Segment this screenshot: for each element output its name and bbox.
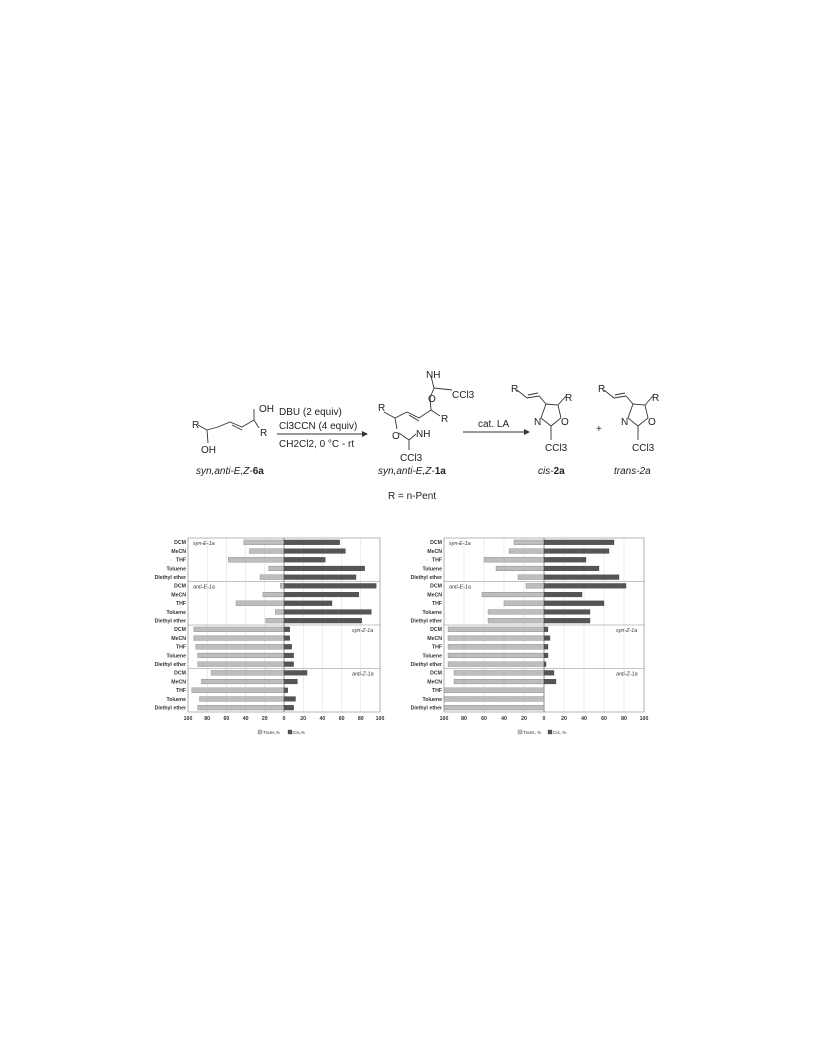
bar-trans	[504, 601, 544, 606]
atom-r: R	[598, 384, 606, 395]
bar-cis	[284, 540, 340, 545]
category-label: DCM	[430, 583, 442, 590]
atom-ccl3: CCl3	[452, 390, 475, 401]
category-label: DCM	[430, 670, 442, 677]
bar-cis	[544, 653, 548, 658]
atom-oh: OH	[201, 445, 216, 456]
category-label: Diethyl ether	[154, 618, 186, 625]
atom-oh: OH	[259, 404, 274, 415]
x-tick-label: 100	[439, 716, 449, 722]
x-tick-label: 0	[542, 716, 546, 722]
bar-trans	[448, 636, 544, 641]
bar-cis	[284, 653, 294, 658]
category-label: THF	[175, 557, 186, 564]
bar-cis	[544, 601, 604, 606]
bar-trans	[448, 644, 544, 649]
atom-r: R	[441, 414, 449, 425]
bar-cis	[544, 636, 550, 641]
cis-product-structure	[511, 384, 572, 454]
bar-trans	[454, 679, 544, 684]
bar-cis	[284, 610, 371, 615]
atom-r: R	[378, 403, 386, 414]
category-label: MeCN	[427, 548, 442, 555]
bar-cis	[544, 583, 626, 588]
legend-label-trans: Trans, %	[523, 730, 542, 735]
bar-cis	[544, 566, 599, 571]
category-label: Toluene	[422, 566, 442, 573]
reaction-scheme	[0, 0, 816, 520]
atom-r: R	[192, 420, 200, 431]
atom-o: O	[561, 417, 569, 428]
category-label: Toluene	[166, 653, 186, 660]
bar-trans	[266, 618, 284, 623]
catalyst-label: cat. LA	[478, 419, 510, 430]
chart-right	[410, 532, 649, 748]
bar-trans	[196, 644, 284, 649]
bar-cis	[544, 627, 548, 632]
x-tick-label: 40	[581, 716, 587, 722]
bar-trans	[194, 627, 284, 632]
category-label: THF	[431, 688, 442, 695]
group-label: anti-E-1a	[193, 584, 215, 591]
chart-left	[154, 532, 385, 748]
category-label: MeCN	[171, 635, 186, 642]
legend-swatch-trans	[258, 730, 262, 734]
category-label: Toluene	[166, 609, 186, 616]
bar-cis	[544, 679, 556, 684]
group-label: syn-E-1a	[193, 541, 215, 547]
category-label: Toluene	[422, 609, 442, 616]
r-group-definition: R = n-Pent	[388, 491, 437, 502]
cis-product-label: cis-2a	[538, 466, 565, 477]
bar-trans	[484, 557, 544, 562]
x-tick-label: 20	[261, 716, 268, 722]
arrow-head-2	[524, 429, 530, 435]
bar-trans	[454, 670, 544, 675]
category-label: Diethyl ether	[154, 661, 186, 668]
atom-r: R	[260, 428, 268, 439]
atom-r: R	[652, 393, 660, 404]
category-label: THF	[175, 688, 186, 695]
reagent-dbu: DBU (2 equiv)	[279, 407, 342, 418]
trans-product-structure	[598, 384, 659, 454]
category-label: Toluene	[422, 696, 442, 703]
category-label: DCM	[174, 627, 186, 634]
category-label: MeCN	[171, 679, 186, 686]
atom-nh: NH	[416, 429, 431, 440]
bar-trans	[275, 610, 284, 615]
x-tick-label: 100	[183, 716, 193, 722]
bar-trans	[200, 697, 284, 702]
bar-trans	[280, 583, 284, 588]
x-tick-label: 20	[561, 716, 567, 722]
category-label: Diethyl ether	[410, 661, 442, 668]
bar-trans	[260, 575, 284, 580]
atom-ccl3: CCl3	[545, 443, 568, 454]
x-tick-label: 60	[601, 716, 607, 722]
bar-cis	[284, 583, 376, 588]
bar-cis	[284, 601, 332, 606]
category-label: MeCN	[427, 635, 442, 642]
category-label: THF	[431, 557, 442, 564]
bar-trans	[514, 540, 544, 545]
starting-material-structure	[192, 404, 274, 456]
reagent-solvent-conditions: CH2Cl2, 0 °C - rt	[279, 439, 355, 450]
intermediate-label: syn,anti-E,Z-1a	[378, 466, 446, 477]
bar-trans	[444, 688, 544, 693]
atom-n: N	[534, 417, 542, 428]
bar-cis	[544, 592, 582, 597]
x-tick-label: 0	[282, 716, 286, 722]
x-tick-label: 80	[461, 716, 467, 722]
bar-trans	[192, 688, 284, 693]
bar-trans	[269, 566, 284, 571]
bar-cis	[284, 575, 356, 580]
category-label: DCM	[174, 540, 186, 547]
bar-cis	[544, 575, 619, 580]
bar-cis	[284, 670, 307, 675]
bar-trans	[198, 653, 284, 658]
atom-r: R	[565, 393, 573, 404]
atom-r: R	[511, 384, 519, 395]
bar-cis	[544, 549, 609, 554]
category-label: Toluene	[166, 566, 186, 573]
bar-cis	[284, 566, 365, 571]
bar-cis	[284, 557, 325, 562]
group-label: syn-E-1a	[449, 541, 471, 547]
legend-swatch-cis	[288, 730, 292, 734]
bar-cis	[284, 662, 294, 667]
bar-trans	[444, 705, 544, 710]
atom-ccl3: CCl3	[400, 453, 423, 464]
bar-cis	[284, 705, 294, 710]
category-label: MeCN	[171, 548, 186, 555]
category-label: DCM	[430, 540, 442, 547]
arrow-head-1	[362, 431, 368, 437]
category-label: Toluene	[166, 696, 186, 703]
x-tick-label: 40	[242, 716, 249, 722]
group-label: anti-E-1a	[449, 584, 471, 591]
group-label: anti-Z-1a	[616, 671, 638, 678]
bar-trans	[198, 662, 284, 667]
category-label: Diethyl ether	[410, 574, 442, 581]
bar-trans	[201, 679, 284, 684]
legend-label-cis: Cis,%	[293, 730, 305, 735]
x-tick-label: 100	[375, 716, 385, 722]
category-label: THF	[431, 601, 442, 608]
category-label: Diethyl ether	[410, 618, 442, 625]
reagent-trichloroacetonitrile: Cl3CCN (4 equiv)	[279, 421, 358, 432]
bar-cis	[284, 688, 288, 693]
bar-trans	[194, 636, 284, 641]
atom-o: O	[648, 417, 656, 428]
bar-trans	[444, 697, 544, 702]
bar-cis	[544, 644, 548, 649]
bar-trans	[482, 592, 544, 597]
starting-material-label: syn,anti-E,Z-6a	[196, 466, 264, 477]
category-label: Diethyl ether	[154, 705, 186, 712]
bar-cis	[284, 644, 292, 649]
bar-trans	[526, 583, 544, 588]
bar-cis	[544, 540, 614, 545]
group-label: syn-Z-1a	[616, 628, 638, 634]
atom-n: N	[621, 417, 629, 428]
bar-trans	[448, 627, 544, 632]
bar-trans	[211, 670, 284, 675]
category-label: DCM	[174, 670, 186, 677]
category-label: Toluene	[422, 653, 442, 660]
plus-sign: +	[596, 424, 602, 435]
bar-cis	[284, 549, 345, 554]
x-tick-label: 20	[300, 716, 307, 722]
category-label: MeCN	[427, 679, 442, 686]
category-label: THF	[175, 601, 186, 608]
category-label: DCM	[174, 583, 186, 590]
atom-ccl3: CCl3	[632, 443, 655, 454]
bar-cis	[284, 679, 297, 684]
x-tick-label: 20	[521, 716, 527, 722]
atom-o: O	[392, 431, 400, 442]
bar-trans	[509, 549, 544, 554]
bar-cis	[284, 592, 359, 597]
x-tick-label: 40	[319, 716, 326, 722]
bar-cis	[284, 618, 362, 623]
category-label: THF	[175, 644, 186, 651]
bar-trans	[228, 557, 284, 562]
bar-cis	[544, 618, 590, 623]
bar-trans	[488, 610, 544, 615]
atom-o: O	[428, 394, 436, 405]
category-label: Diethyl ether	[154, 574, 186, 581]
bar-trans	[198, 705, 284, 710]
x-tick-label: 100	[639, 716, 649, 722]
x-tick-label: 40	[501, 716, 507, 722]
trans-product-label: trans-2a	[614, 466, 651, 477]
legend-label-cis: Cis, %	[553, 730, 567, 735]
bar-cis	[284, 627, 290, 632]
bar-trans	[496, 566, 544, 571]
bar-cis	[284, 636, 290, 641]
bar-trans	[518, 575, 544, 580]
bar-cis	[284, 697, 296, 702]
bar-cis	[544, 662, 546, 667]
category-label: MeCN	[427, 592, 442, 599]
bar-trans	[244, 540, 284, 545]
legend-swatch-cis	[548, 730, 552, 734]
bar-trans	[488, 618, 544, 623]
legend-label-trans: Trans,%	[263, 730, 280, 735]
x-tick-label: 60	[338, 716, 345, 722]
category-label: DCM	[430, 627, 442, 634]
category-label: MeCN	[171, 592, 186, 599]
bar-trans	[448, 653, 544, 658]
group-label: syn-Z-1a	[352, 628, 374, 634]
bar-cis	[544, 557, 586, 562]
x-tick-label: 80	[204, 716, 211, 722]
bar-trans	[448, 662, 544, 667]
bar-trans	[263, 592, 284, 597]
x-tick-label: 80	[357, 716, 364, 722]
intermediate-structure	[378, 370, 475, 464]
bar-cis	[544, 610, 590, 615]
x-tick-label: 80	[621, 716, 627, 722]
bar-trans	[236, 601, 284, 606]
legend-swatch-trans	[518, 730, 522, 734]
group-label: anti-Z-1a	[352, 671, 374, 678]
category-label: THF	[431, 644, 442, 651]
atom-nh: NH	[426, 370, 441, 381]
x-tick-label: 60	[223, 716, 230, 722]
x-tick-label: 60	[481, 716, 487, 722]
category-label: Diethyl ether	[410, 705, 442, 712]
bar-trans	[249, 549, 284, 554]
bar-cis	[544, 670, 554, 675]
